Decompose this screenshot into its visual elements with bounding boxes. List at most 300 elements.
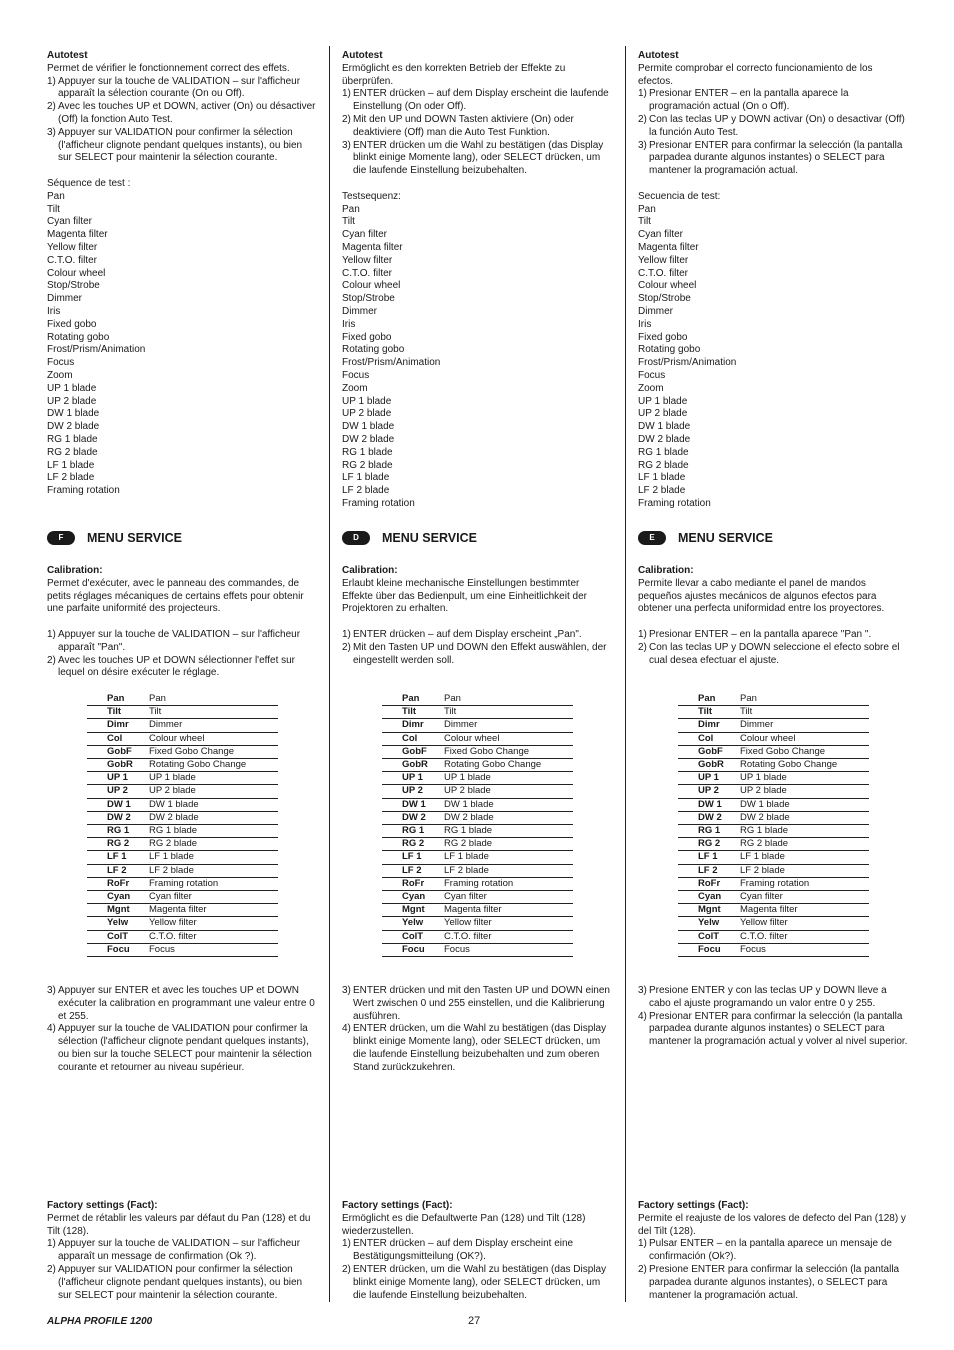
sequence-item: Focus — [342, 369, 370, 381]
table-row — [678, 917, 869, 930]
language-badge: D — [342, 531, 370, 545]
code-cell: RG 2 — [678, 838, 740, 851]
code-cell: RG 2 — [382, 838, 444, 851]
step-item: 1) Presionar ENTER – en la pantalla aparece la programación actual (On o Off). — [638, 88, 849, 113]
code-cell: Yelw — [382, 917, 444, 930]
table-row — [382, 759, 573, 772]
code-cell: GobR — [678, 759, 740, 772]
table-row — [678, 759, 869, 772]
calibration-steps-continued — [342, 985, 612, 1075]
code-cell: LF 1 — [87, 851, 149, 864]
sequence-item: Dimmer — [342, 305, 377, 317]
autotest-intro: Permet de vérifier le fonctionnement correct des effets. — [47, 62, 290, 74]
code-cell: UP 1 — [678, 772, 740, 785]
sequence-item: Pan — [47, 190, 65, 202]
calibration-codes-table — [87, 693, 278, 957]
step-item: 2) Con las teclas UP y DOWN activar (On) o desactivar (Off) la función Auto Test. — [638, 113, 905, 138]
factory-intro: Ermöglicht es die Defaultwerte Pan (128) und Tilt (128) wiederzustellen. — [342, 1212, 586, 1237]
effect-cell: Rotating Gobo Change — [444, 759, 573, 772]
step-item: 2) Mit den Tasten UP und DOWN den Effekt auswählen, der eingestellt werden soll. — [342, 641, 607, 666]
step-text: ENTER drücken, um die Wahl zu bestätigen (das Display blinkt einige Momente lang), oder SELECT drücken, um die laufende Einstellung beizubehalten und zum oberen Stand zurückzukehren. — [353, 1023, 607, 1073]
sequence-item: Colour wheel — [638, 280, 697, 292]
table-row — [678, 772, 869, 785]
sequence-item: DW 2 blade — [47, 421, 100, 433]
effect-cell: DW 2 blade — [149, 811, 278, 824]
effect-cell: Rotating Gobo Change — [149, 759, 278, 772]
table-row — [382, 798, 573, 811]
sequence-item: LF 2 blade — [47, 472, 95, 484]
effect-cell: Yellow filter — [444, 917, 573, 930]
step-item: 3) ENTER drücken um die Wahl zu bestätigen (das Display blinkt einige Momente lang), oder SELECT drücken, um die laufende Einstellung beizubehalten. — [342, 139, 604, 177]
sequence-item: Colour wheel — [47, 267, 106, 279]
table-row — [87, 877, 278, 890]
sequence-item: Iris — [47, 305, 61, 317]
steps-list — [638, 629, 908, 667]
step-item: 2) Presione ENTER para confirmar la selección (la pantalla parpadea durante algunos instantes), o SELECT para mantener la programación actual. — [638, 1263, 900, 1301]
step-text: Presionar ENTER para confirmar la selección (la pantalla parpadea durante algunos instantes) o SELECT para mantener la programación actual y volver al nivel superior. — [649, 1010, 908, 1048]
sequence-title: Testsequenz: — [342, 190, 401, 202]
step-item: 1) ENTER drücken – auf dem Display erscheint eine Bestätigungsmitteilung (OK?). — [342, 1238, 574, 1263]
step-item: 1) Presionar ENTER – en la pantalla aparece "Pan ". — [638, 628, 872, 640]
sequence-item: C.T.O. filter — [638, 267, 689, 279]
code-cell: Col — [87, 732, 149, 745]
table-row — [382, 732, 573, 745]
sequence-item: Cyan filter — [47, 216, 93, 228]
sequence-item: Rotating gobo — [342, 344, 405, 356]
code-cell: GobF — [382, 745, 444, 758]
table-row — [87, 745, 278, 758]
code-cell: GobF — [87, 745, 149, 758]
sequence-item: Rotating gobo — [638, 344, 701, 356]
table-row — [382, 693, 573, 706]
calibration-intro: Permite llevar a cabo mediante el panel de mandos pequeños ajustes mecánicos de algunos efectos para obtener una perfecta uniformidad entre los proyectores. — [638, 577, 885, 615]
sequence-item: Focus — [47, 357, 75, 369]
sequence-item: Fixed gobo — [342, 331, 392, 343]
step-text: Avec les touches UP et DOWN sélectionner l'effet sur lequel on désire exécuter le réglage. — [58, 654, 296, 679]
step-item: 3) Appuyer sur ENTER et avec les touches UP et DOWN exécuter la calibration en programmant une valeur entre 0 et 255. — [47, 985, 315, 1022]
step-item: 4) ENTER drücken, um die Wahl zu bestätigen (das Display blinkt einige Momente lang), oder SELECT drücken, um die laufende Einstellung beizubehalten und zum oberen Stand zurückzukehren. — [342, 1023, 607, 1073]
sequence-item: Magenta filter — [342, 241, 403, 253]
table-row — [382, 904, 573, 917]
menu-title: MENU SERVICE — [382, 530, 477, 545]
sequence-item: Zoom — [342, 382, 368, 394]
autotest-intro: Ermöglicht es den korrekten Betrieb der Effekte zu überprüfen. — [342, 62, 566, 87]
table-row — [87, 851, 278, 864]
step-item: 1) ENTER drücken – auf dem Display erscheint die laufende Einstellung (On oder Off). — [342, 88, 609, 113]
effect-cell: RG 1 blade — [444, 825, 573, 838]
code-cell: Tilt — [382, 706, 444, 719]
step-item: 1) Appuyer sur la touche de VALIDATION – sur l'afficheur apparaît la sélection courante (On ou Off). — [47, 75, 301, 100]
code-cell: LF 2 — [382, 864, 444, 877]
code-cell: UP 2 — [87, 785, 149, 798]
menu-service-heading — [638, 530, 773, 546]
code-cell: Tilt — [87, 706, 149, 719]
table-row — [678, 864, 869, 877]
steps-list — [47, 629, 317, 680]
effect-cell: RG 1 blade — [740, 825, 869, 838]
sequence-item: UP 2 blade — [47, 395, 97, 407]
test-sequence-list — [342, 204, 612, 511]
steps-list — [342, 985, 612, 1075]
step-text: ENTER drücken – auf dem Display erscheint die laufende Einstellung (On oder Off). — [353, 88, 609, 113]
table-row — [678, 719, 869, 732]
steps-list — [47, 1238, 317, 1302]
table-row — [678, 851, 869, 864]
effect-cell: UP 2 blade — [149, 785, 278, 798]
table-row — [87, 930, 278, 943]
step-item: 2) Appuyer sur VALIDATION pour confirmer la sélection (l'afficheur clignote pendant quelques instants), ou bien sur SELECT pour maintenir la sélection courante. — [47, 1263, 303, 1301]
autotest-section — [47, 50, 317, 498]
step-text: ENTER drücken – auf dem Display erscheint eine Bestätigungsmitteilung (OK?). — [353, 1238, 574, 1263]
effect-cell: Cyan filter — [740, 891, 869, 904]
table-row — [678, 943, 869, 956]
code-cell: Focu — [382, 943, 444, 956]
step-item: 2) ENTER drücken, um die Wahl zu bestätigen (das Display blinkt einige Momente lang), oder SELECT drücken, um die laufende Einstellung beizubehalten. — [342, 1263, 607, 1301]
table-row — [678, 785, 869, 798]
sequence-item: Stop/Strobe — [47, 280, 100, 292]
calibration-section — [47, 565, 317, 680]
step-text: Con las teclas UP y DOWN seleccione el efecto sobre el cual desea efectuar el ajuste. — [649, 641, 900, 666]
step-text: Presionar ENTER para confirmar la selección (la pantalla parpadea durante algunos instantes) o SELECT para mantener la programación actual. — [649, 139, 903, 177]
footer-title: ALPHA PROFILE 1200 — [47, 1316, 153, 1327]
factory-intro: Permite el reajuste de los valores de defecto del Pan (128) y del Tilt (128). — [638, 1212, 906, 1237]
code-cell: DW 1 — [382, 798, 444, 811]
step-item: 3) Presione ENTER y con las teclas UP y DOWN lleve a cabo el ajuste programando un valor entre 0 y 255. — [638, 985, 887, 1009]
step-item: 1) Appuyer sur la touche de VALIDATION – sur l'afficheur apparaît "Pan". — [47, 628, 301, 653]
step-text: Mit den Tasten UP und DOWN den Effekt auswählen, der eingestellt werden soll. — [353, 641, 607, 666]
calibration-intro: Permet d'exécuter, avec le panneau des commandes, de petits réglages mécaniques de certains effets pour obtenir une parfaite uniformité des projecteurs. — [47, 577, 304, 615]
step-item: 3) Appuyer sur VALIDATION pour confirmer la sélection (l'afficheur clignote pendant quelques instants), ou bien sur SELECT pour maintenir la sélection courante. — [47, 126, 303, 164]
code-cell: LF 1 — [382, 851, 444, 864]
sequence-item: LF 2 blade — [638, 485, 686, 497]
sequence-item: UP 1 blade — [342, 395, 392, 407]
code-cell: ColT — [87, 930, 149, 943]
table-row — [87, 785, 278, 798]
code-cell: Dimr — [87, 719, 149, 732]
step-text: Con las teclas UP y DOWN activar (On) o desactivar (Off) la función Auto Test. — [649, 113, 905, 138]
sequence-item: Framing rotation — [638, 497, 711, 509]
effect-cell: Dimmer — [149, 719, 278, 732]
sequence-item: C.T.O. filter — [47, 254, 98, 266]
step-item: 4) Presionar ENTER para confirmar la selección (la pantalla parpadea durante algunos instantes) o SELECT para mantener la programación actual y volver al nivel superior. — [638, 1010, 908, 1048]
code-cell: Yelw — [87, 917, 149, 930]
effect-cell: C.T.O. filter — [740, 930, 869, 943]
step-text: ENTER drücken, um die Wahl zu bestätigen (das Display blinkt einige Momente lang), oder SELECT drücken, um die laufende Einstellung beizubehalten. — [353, 1263, 607, 1301]
table-row — [382, 891, 573, 904]
sequence-item: DW 2 blade — [342, 433, 395, 445]
sequence-item: Focus — [638, 369, 666, 381]
code-cell: Mgnt — [382, 904, 444, 917]
sequence-item: UP 1 blade — [47, 382, 97, 394]
sequence-item: RG 1 blade — [638, 446, 689, 458]
table-row — [382, 864, 573, 877]
menu-service-heading — [47, 530, 182, 546]
effect-cell: Pan — [444, 693, 573, 706]
table-row — [382, 785, 573, 798]
sequence-item: Framing rotation — [342, 497, 415, 509]
effect-cell: LF 2 blade — [444, 864, 573, 877]
language-badge: E — [638, 531, 666, 545]
calibration-title: Calibration: — [342, 565, 398, 576]
effect-cell: Magenta filter — [149, 904, 278, 917]
code-cell: GobR — [382, 759, 444, 772]
effect-cell: Fixed Gobo Change — [149, 745, 278, 758]
sequence-item: Tilt — [638, 216, 651, 228]
table-row — [382, 772, 573, 785]
effect-cell: DW 1 blade — [149, 798, 278, 811]
steps-list — [342, 88, 612, 178]
code-cell: Col — [678, 732, 740, 745]
code-cell: Focu — [678, 943, 740, 956]
step-text: Appuyer sur VALIDATION pour confirmer la sélection (l'afficheur clignote pendant quelques instants), ou bien sur SELECT pour maintenir la sélection courante. — [58, 1263, 303, 1301]
sequence-item: Zoom — [638, 382, 664, 394]
sequence-item: Fixed gobo — [638, 331, 688, 343]
code-cell: Mgnt — [87, 904, 149, 917]
calibration-steps-continued — [47, 985, 317, 1075]
sequence-item: Rotating gobo — [47, 331, 110, 343]
table-row — [87, 864, 278, 877]
factory-title: Factory settings (Fact): — [342, 1200, 453, 1211]
effect-cell: Focus — [149, 943, 278, 956]
code-cell: DW 2 — [87, 811, 149, 824]
effect-cell: LF 2 blade — [740, 864, 869, 877]
sequence-item: RG 2 blade — [638, 459, 689, 471]
sequence-item: UP 2 blade — [342, 408, 392, 420]
table-row — [87, 732, 278, 745]
code-cell: UP 2 — [678, 785, 740, 798]
table-row — [87, 943, 278, 956]
step-text: Presione ENTER y con las teclas UP y DOWN lleve a cabo el ajuste programando un valor entre 0 y 255. — [649, 985, 887, 1009]
page-number: 27 — [468, 1315, 481, 1327]
table-row — [382, 838, 573, 851]
step-text: ENTER drücken um die Wahl zu bestätigen (das Display blinkt einige Momente lang), oder SELECT drücken, um die laufende Einstellung beizubehalten. — [353, 139, 604, 177]
table-row — [87, 693, 278, 706]
step-text: Presionar ENTER – en la pantalla aparece la programación actual (On o Off). — [649, 88, 849, 113]
code-cell: RoFr — [382, 877, 444, 890]
effect-cell: Focus — [740, 943, 869, 956]
table-row — [382, 917, 573, 930]
sequence-item: Frost/Prism/Animation — [342, 357, 441, 369]
test-sequence-list — [47, 191, 317, 498]
autotest-title: Autotest — [47, 50, 88, 61]
factory-settings-section — [342, 1200, 612, 1302]
code-cell: Tilt — [678, 706, 740, 719]
sequence-item: Magenta filter — [638, 241, 699, 253]
table-row — [382, 706, 573, 719]
sequence-item: RG 2 blade — [47, 446, 98, 458]
effect-cell: C.T.O. filter — [149, 930, 278, 943]
code-cell: LF 2 — [87, 864, 149, 877]
steps-list — [47, 76, 317, 166]
factory-settings-section — [638, 1200, 908, 1302]
effect-cell: Cyan filter — [149, 891, 278, 904]
step-item: 2) Avec les touches UP et DOWN sélectionner l'effet sur lequel on désire exécuter le réglage. — [47, 654, 296, 679]
effect-cell: Framing rotation — [149, 877, 278, 890]
effect-cell: Pan — [740, 693, 869, 706]
table-row — [678, 904, 869, 917]
test-sequence-list — [638, 204, 908, 511]
sequence-item: LF 1 blade — [342, 472, 390, 484]
table-row — [87, 719, 278, 732]
sequence-item: Pan — [638, 203, 656, 215]
effect-cell: Pan — [149, 693, 278, 706]
effect-cell: Colour wheel — [444, 732, 573, 745]
step-text: ENTER drücken und mit den Tasten UP und DOWN einen Wert zwischen 0 und 255 einstellen, und die Kalibrierung ausführen. — [353, 985, 610, 1022]
sequence-title: Secuencia de test: — [638, 190, 721, 202]
steps-list — [342, 629, 612, 667]
sequence-item: LF 1 blade — [638, 472, 686, 484]
step-text: Appuyer sur ENTER et avec les touches UP et DOWN exécuter la calibration en programmant une valeur entre 0 et 255. — [58, 985, 315, 1022]
table-row — [382, 719, 573, 732]
sequence-item: DW 1 blade — [47, 408, 100, 420]
factory-title: Factory settings (Fact): — [47, 1200, 158, 1211]
effect-cell: Dimmer — [444, 719, 573, 732]
code-cell: GobF — [678, 745, 740, 758]
language-badge: F — [47, 531, 75, 545]
effect-cell: Yellow filter — [149, 917, 278, 930]
effect-cell: UP 2 blade — [444, 785, 573, 798]
table-row — [87, 798, 278, 811]
sequence-item: Frost/Prism/Animation — [47, 344, 146, 356]
calibration-title: Calibration: — [638, 565, 694, 576]
sequence-item: Magenta filter — [47, 229, 108, 241]
code-cell: Cyan — [87, 891, 149, 904]
step-item: 2) Mit den UP und DOWN Tasten aktiviere (On) oder deaktiviere (Off) man die Auto Test Funktion. — [342, 113, 574, 138]
calibration-intro: Erlaubt kleine mechanische Einstellungen bestimmter Effekte über das Bedienpult, um eine Einheitlichkeit der Projektoren zu erhalten. — [342, 577, 587, 615]
sequence-item: UP 1 blade — [638, 395, 688, 407]
code-cell: RG 1 — [382, 825, 444, 838]
calibration-codes-table — [382, 693, 573, 957]
effect-cell: RG 2 blade — [740, 838, 869, 851]
table-row — [382, 930, 573, 943]
sequence-item: Colour wheel — [342, 280, 401, 292]
sequence-item: RG 2 blade — [342, 459, 393, 471]
effect-cell: C.T.O. filter — [444, 930, 573, 943]
code-cell: DW 2 — [678, 811, 740, 824]
factory-intro: Permet de rétablir les valeurs par défaut du Pan (128) et du Tilt (128). — [47, 1212, 311, 1237]
table-row — [87, 904, 278, 917]
autotest-section — [342, 50, 612, 511]
code-cell: UP 2 — [382, 785, 444, 798]
step-text: ENTER drücken – auf dem Display erscheint „Pan". — [353, 628, 582, 640]
table-row — [678, 706, 869, 719]
step-text: Pulsar ENTER – en la pantalla aparece un mensaje de confirmación (Ok?). — [649, 1238, 892, 1263]
factory-title: Factory settings (Fact): — [638, 1200, 749, 1211]
effect-cell: LF 1 blade — [444, 851, 573, 864]
code-cell: RoFr — [678, 877, 740, 890]
code-cell: Focu — [87, 943, 149, 956]
effect-cell: Dimmer — [740, 719, 869, 732]
calibration-section — [342, 565, 612, 667]
effect-cell: Rotating Gobo Change — [740, 759, 869, 772]
effect-cell: UP 1 blade — [149, 772, 278, 785]
code-cell: RG 1 — [87, 825, 149, 838]
sequence-item: Tilt — [342, 216, 355, 228]
table-row — [382, 811, 573, 824]
sequence-title: Séquence de test : — [47, 177, 131, 189]
menu-service-heading — [342, 530, 477, 546]
effect-cell: Magenta filter — [740, 904, 869, 917]
step-text: Presionar ENTER – en la pantalla aparece "Pan ". — [649, 628, 872, 640]
effect-cell: Tilt — [444, 706, 573, 719]
code-cell: ColT — [678, 930, 740, 943]
effect-cell: Tilt — [740, 706, 869, 719]
step-item: 3) ENTER drücken und mit den Tasten UP und DOWN einen Wert zwischen 0 und 255 einstellen, und die Kalibrierung ausführen. — [342, 985, 610, 1022]
code-cell: Pan — [87, 693, 149, 706]
step-text: Appuyer sur VALIDATION pour confirmer la sélection (l'afficheur clignote pendant quelques instants), ou bien sur SELECT pour maintenir la sélection courante. — [58, 126, 303, 164]
step-item: 1) ENTER drücken – auf dem Display erscheint „Pan". — [342, 628, 582, 640]
effect-cell: Framing rotation — [740, 877, 869, 890]
column-divider — [625, 46, 626, 1302]
step-item: 4) Appuyer sur la touche de VALIDATION pour confirmer la sélection (l'afficheur clignote pendant quelques instants), ou bien sur la touche SELECT pour maintenir la sélection courante et retourner au niveau supérieur. — [47, 1023, 312, 1073]
effect-cell: Colour wheel — [149, 732, 278, 745]
steps-list — [47, 985, 317, 1075]
step-item: 2) Con las teclas UP y DOWN seleccione el efecto sobre el cual desea efectuar el ajuste. — [638, 641, 900, 666]
sequence-item: DW 1 blade — [342, 421, 395, 433]
calibration-steps-continued — [638, 985, 908, 1049]
autotest-title: Autotest — [342, 50, 383, 61]
sequence-item: RG 1 blade — [342, 446, 393, 458]
sequence-item: DW 1 blade — [638, 421, 691, 433]
code-cell: RoFr — [87, 877, 149, 890]
sequence-item: Yellow filter — [342, 254, 393, 266]
autotest-section — [638, 50, 908, 511]
step-item: 3) Presionar ENTER para confirmar la selección (la pantalla parpadea durante algunos instantes) o SELECT para mantener la programación actual. — [638, 139, 903, 177]
effect-cell: DW 2 blade — [444, 811, 573, 824]
table-row — [678, 825, 869, 838]
factory-settings-section — [47, 1200, 317, 1302]
table-row — [678, 745, 869, 758]
code-cell: Mgnt — [678, 904, 740, 917]
table-row — [382, 745, 573, 758]
sequence-item: Iris — [638, 318, 652, 330]
sequence-item: Dimmer — [47, 293, 82, 305]
step-text: Appuyer sur la touche de VALIDATION – sur l'afficheur apparaît "Pan". — [58, 628, 301, 653]
effect-cell: Magenta filter — [444, 904, 573, 917]
code-cell: Pan — [382, 693, 444, 706]
table-row — [87, 772, 278, 785]
code-cell: DW 1 — [87, 798, 149, 811]
code-cell: LF 1 — [678, 851, 740, 864]
sequence-item: Zoom — [47, 369, 73, 381]
table-row — [87, 917, 278, 930]
menu-title: MENU SERVICE — [678, 530, 773, 545]
code-cell: ColT — [382, 930, 444, 943]
table-row — [678, 798, 869, 811]
effect-cell: Fixed Gobo Change — [444, 745, 573, 758]
sequence-item: Yellow filter — [47, 241, 98, 253]
sequence-item: UP 2 blade — [638, 408, 688, 420]
step-item: 1) Pulsar ENTER – en la pantalla aparece un mensaje de confirmación (Ok?). — [638, 1238, 892, 1263]
sequence-item: Frost/Prism/Animation — [638, 357, 737, 369]
step-text: Appuyer sur la touche de VALIDATION pour confirmer la sélection (l'afficheur clignote pendant quelques instants), ou bien sur la touche SELECT pour maintenir la sélection courante et retourner au niveau supérieur. — [58, 1023, 312, 1073]
effect-cell: RG 2 blade — [149, 838, 278, 851]
code-cell: Pan — [678, 693, 740, 706]
code-cell: Cyan — [382, 891, 444, 904]
steps-list — [638, 1238, 908, 1302]
step-item: 1) Appuyer sur la touche de VALIDATION – sur l'afficheur apparaît un message de confirmation (Ok ?). — [47, 1238, 301, 1263]
code-cell: DW 1 — [678, 798, 740, 811]
sequence-item: Framing rotation — [47, 485, 120, 497]
sequence-item: LF 1 blade — [47, 459, 95, 471]
effect-cell: Colour wheel — [740, 732, 869, 745]
effect-cell: UP 1 blade — [740, 772, 869, 785]
effect-cell: DW 1 blade — [740, 798, 869, 811]
effect-cell: Framing rotation — [444, 877, 573, 890]
table-row — [678, 693, 869, 706]
table-row — [678, 811, 869, 824]
step-text: Appuyer sur la touche de VALIDATION – sur l'afficheur apparaît un message de confirmation (Ok ?). — [58, 1238, 301, 1263]
